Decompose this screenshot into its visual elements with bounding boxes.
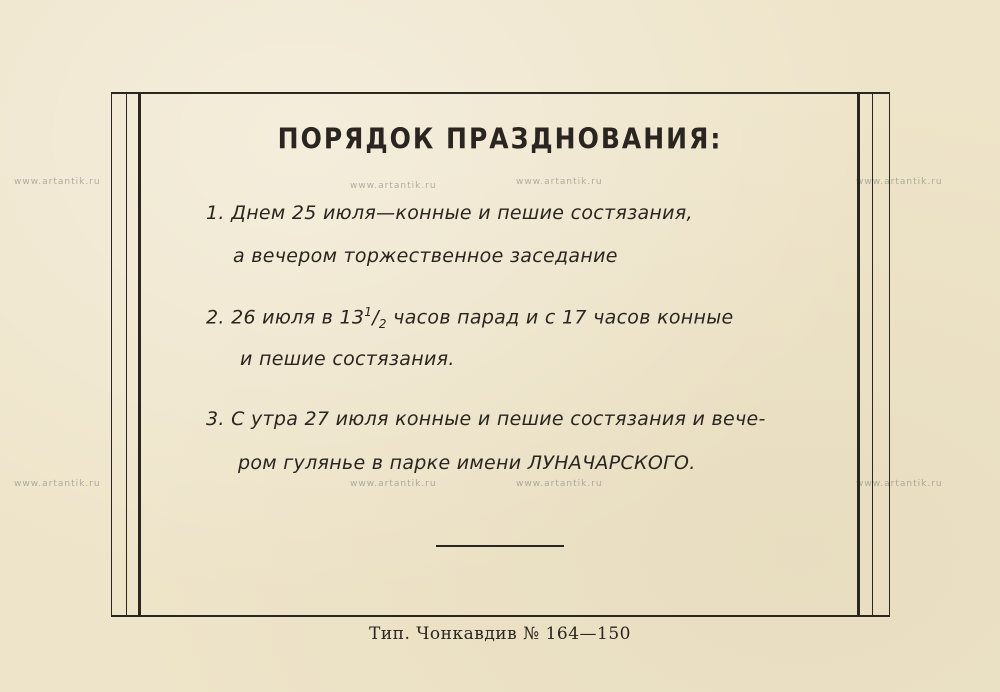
item-2-line-1 bbox=[206, 305, 734, 331]
printer-imprint: Тип. Чонкавдив № 164—150 bbox=[368, 624, 631, 644]
watermark: www.artantik.ru bbox=[14, 479, 101, 489]
watermark: www.artantik.ru bbox=[14, 177, 101, 187]
item-2-text-b: часов парад и с 17 часов конные bbox=[386, 306, 734, 329]
watermark: www.artantik.ru bbox=[856, 479, 943, 489]
page-title: ПОРЯДОК ПРАЗДНОВАНИЯ: bbox=[277, 121, 723, 156]
divider-rule bbox=[436, 545, 564, 547]
item-2-text-a: 2. 26 июля в 13 bbox=[206, 306, 365, 329]
frame-line-right-outer bbox=[889, 92, 890, 617]
item-1-line-2: а вечером торжественное заседание bbox=[233, 245, 618, 267]
frame-line-left-inner bbox=[138, 92, 141, 617]
frame-line-left-mid bbox=[126, 92, 127, 617]
watermark: www.artantik.ru bbox=[856, 177, 943, 187]
watermark: www.artantik.ru bbox=[516, 177, 603, 187]
frame-line-right-inner bbox=[857, 92, 860, 617]
watermark: www.artantik.ru bbox=[350, 181, 437, 191]
frame-line-left-outer bbox=[111, 92, 112, 617]
watermark: www.artantik.ru bbox=[350, 479, 437, 489]
border-frame bbox=[111, 92, 890, 617]
fraction-denominator: 2 bbox=[378, 317, 387, 332]
watermark: www.artantik.ru bbox=[516, 479, 603, 489]
fraction-separator: / bbox=[372, 306, 379, 329]
item-2-line-2: и пешие состязания. bbox=[240, 348, 455, 370]
frame-line-right-mid bbox=[872, 92, 873, 617]
item-3-line-2: ром гулянье в парке имени ЛУНАЧАРСКОГО. bbox=[238, 452, 696, 474]
fraction-numerator: 1 bbox=[364, 305, 373, 319]
item-3-line-1: 3. С утра 27 июля конные и пешие состязания и вече- bbox=[206, 408, 766, 430]
item-1-line-1: 1. Днем 25 июля—конные и пешие состязания, bbox=[206, 202, 693, 224]
